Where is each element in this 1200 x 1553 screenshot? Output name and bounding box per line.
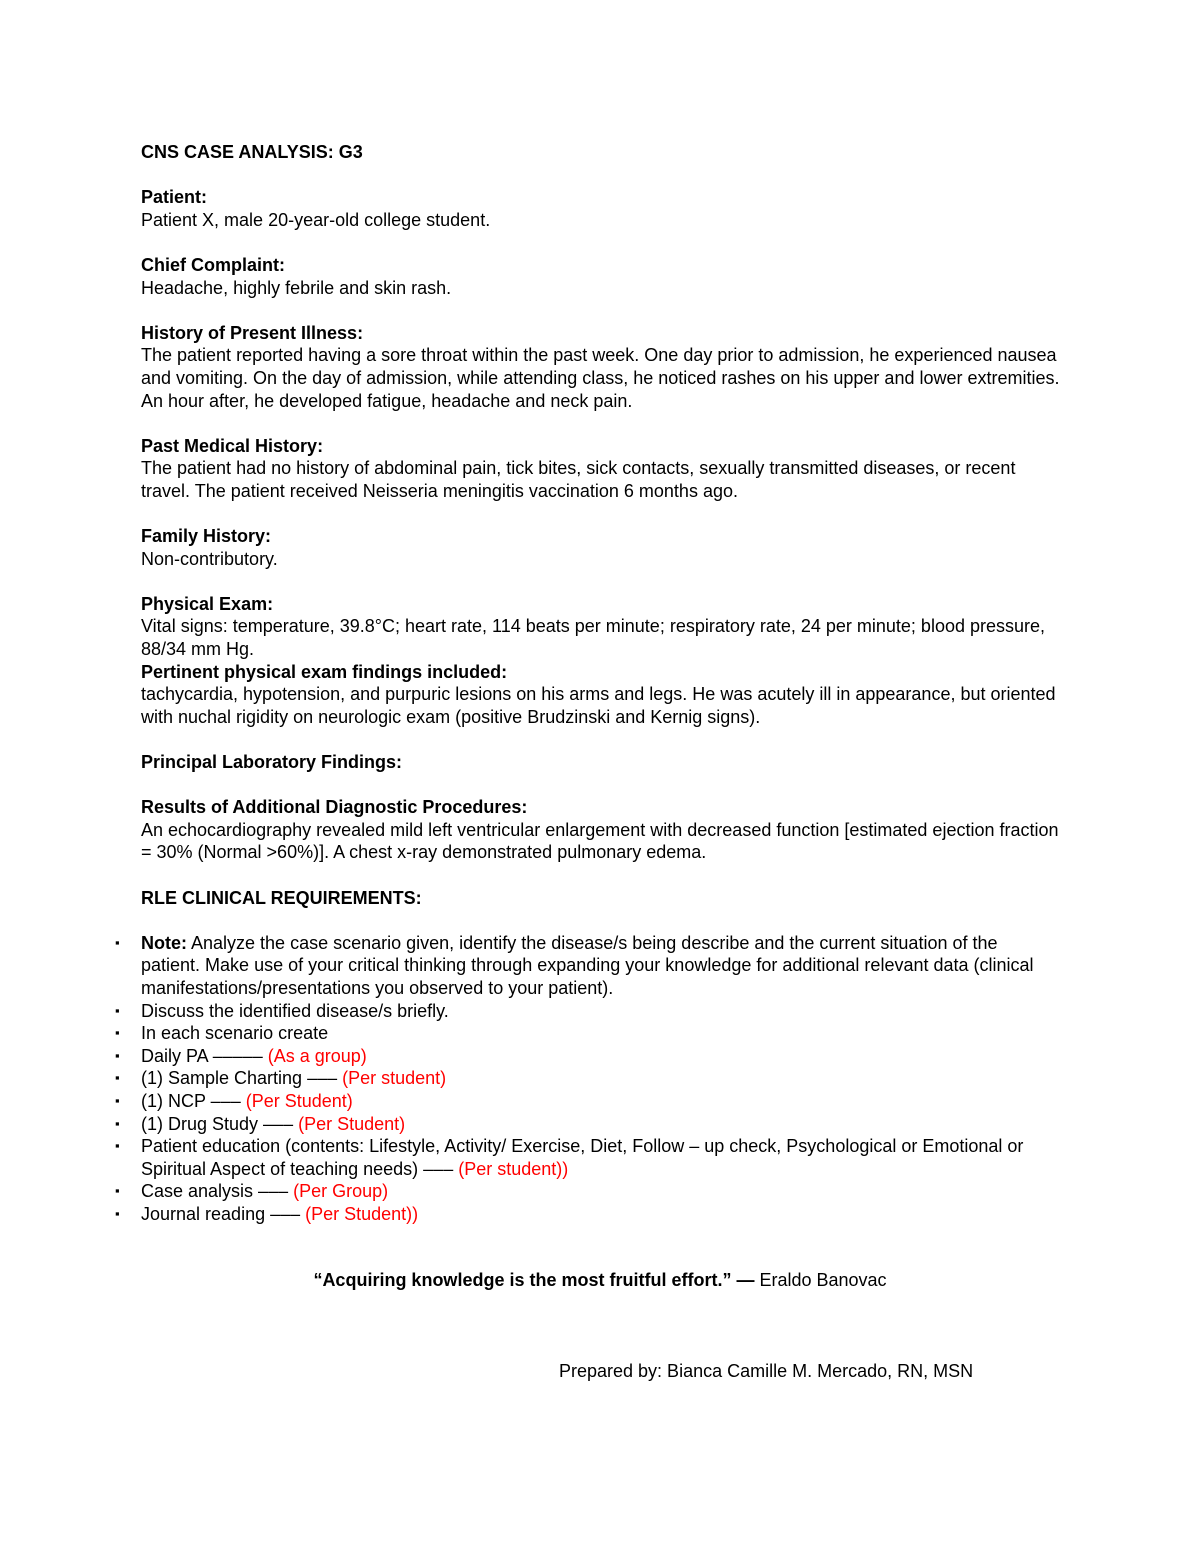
requirement-item	[115, 1067, 1061, 1090]
requirement-text: In each scenario create	[141, 1023, 329, 1044]
family-history-heading: Family History:	[141, 526, 272, 547]
requirement-tag: (Per Group)	[293, 1181, 389, 1202]
requirement-tag: (Per student))	[458, 1158, 569, 1179]
requirement-tag: (Per Student)	[298, 1113, 406, 1134]
bullet-icon: ▪	[115, 1183, 120, 1199]
bullet-icon: ▪	[115, 1205, 120, 1221]
hpi-text: The patient reported having a sore throat within the past week. One day prior to admission, he experienced nausea and vomiting. On the day of admission, while attending class, he noticed rashes on his upper and lower extremities. An hour after, he developed fatigue, headache and neck pain.	[141, 345, 1060, 411]
prepared-by: Prepared by: Bianca Camille M. Mercado, RN, MSN	[559, 1361, 974, 1381]
requirement-item	[115, 1045, 1061, 1068]
patient-heading: Patient:	[141, 187, 208, 208]
bullet-icon: ▪	[115, 934, 120, 950]
requirement-tag: (Per Student))	[305, 1203, 419, 1224]
requirement-item	[115, 1000, 1061, 1023]
chief-complaint-heading: Chief Complaint:	[141, 254, 285, 275]
requirement-tag: (Per student)	[342, 1068, 447, 1089]
requirement-item	[115, 1113, 1061, 1136]
patient-text: Patient X, male 20-year-old college student.	[141, 209, 491, 230]
closing-quote	[0, 1269, 1200, 1292]
pmh-text: The patient had no history of abdominal pain, tick bites, sick contacts, sexually transmitted diseases, or recent travel. The patient received Neisseria meningitis vaccination 6 months ago.	[141, 458, 1016, 501]
additional-procedures-text: An echocardiography revealed mild left ventricular enlargement with decreased function [estimated ejection fraction = 30% (Normal >60%)]. A chest x-ray demonstrated pulmonary edema.	[141, 819, 1059, 863]
pmh-heading: Past Medical History:	[141, 435, 324, 456]
physical-exam-text: Vital signs: temperature, 39.8°C; heart rate, 114 beats per minute; respiratory rate, 24 per minute; blood pressure, 88/34 mm Hg.	[141, 616, 1046, 660]
requirements-list	[115, 932, 1061, 1226]
requirement-item	[115, 1203, 1061, 1226]
requirement-item	[115, 1135, 1061, 1180]
requirement-tag: (As a group)	[267, 1045, 367, 1066]
requirement-tag: (Per Student)	[245, 1090, 353, 1111]
requirement-text: Patient education (contents: Lifestyle, Activity/ Exercise, Diet, Follow – up check, Psychological or Emotional or Spiritual Aspect of teaching needs) –––	[141, 1136, 1024, 1179]
family-history-text: Non-contributory.	[141, 548, 278, 569]
document-title: CNS CASE ANALYSIS: G3	[141, 142, 363, 162]
quote-author: Eraldo Banovac	[754, 1270, 887, 1290]
requirements-heading: RLE CLINICAL REQUIREMENTS:	[141, 887, 422, 908]
additional-procedures-heading: Results of Additional Diagnostic Procedures:	[141, 797, 528, 818]
requirement-text: (1) Sample Charting –––	[141, 1068, 343, 1089]
requirement-item	[115, 1090, 1061, 1113]
document-body	[115, 141, 1061, 1226]
pe-findings-heading: Pertinent physical exam findings included:	[141, 661, 508, 682]
bullet-icon: ▪	[115, 1002, 120, 1018]
requirement-item	[115, 1180, 1061, 1203]
pe-findings-text: tachycardia, hypotension, and purpuric lesions on his arms and legs. He was acutely ill in appearance, but oriented with nuchal rigidity on neurologic exam (positive Brudzinski and Kernig signs).	[141, 684, 1056, 727]
hpi-heading: History of Present Illness:	[141, 322, 364, 343]
bullet-icon: ▪	[115, 1047, 120, 1063]
requirement-text: Case analysis –––	[141, 1181, 294, 1202]
note-label: Note:	[141, 932, 187, 953]
bullet-icon: ▪	[115, 1115, 120, 1131]
note-text: Analyze the case scenario given, identify the disease/s being describe and the current situation of the patient. Make use of your critical thinking through expanding your knowledge for additional relevant data (clinical manifestations/presentations you observed to your patient).	[141, 932, 1034, 998]
bullet-icon: ▪	[115, 1070, 120, 1086]
requirement-text: (1) Drug Study –––	[141, 1113, 299, 1134]
requirement-text: Daily PA –––––	[141, 1045, 268, 1066]
quote-text: “Acquiring knowledge is the most fruitful effort.” —	[313, 1270, 755, 1290]
requirement-text: Journal reading –––	[141, 1203, 306, 1224]
physical-exam-heading: Physical Exam:	[141, 593, 274, 614]
requirement-item	[115, 1022, 1061, 1045]
requirement-text: Discuss the identified disease/s briefly.	[141, 1000, 449, 1021]
chief-complaint-text: Headache, highly febrile and skin rash.	[141, 277, 452, 298]
requirement-note	[115, 932, 1061, 1000]
requirement-text: (1) NCP –––	[141, 1090, 246, 1111]
bullet-icon: ▪	[115, 1025, 120, 1041]
lab-findings-heading: Principal Laboratory Findings:	[141, 752, 403, 773]
bullet-icon: ▪	[115, 1092, 120, 1108]
bullet-icon: ▪	[115, 1138, 120, 1154]
